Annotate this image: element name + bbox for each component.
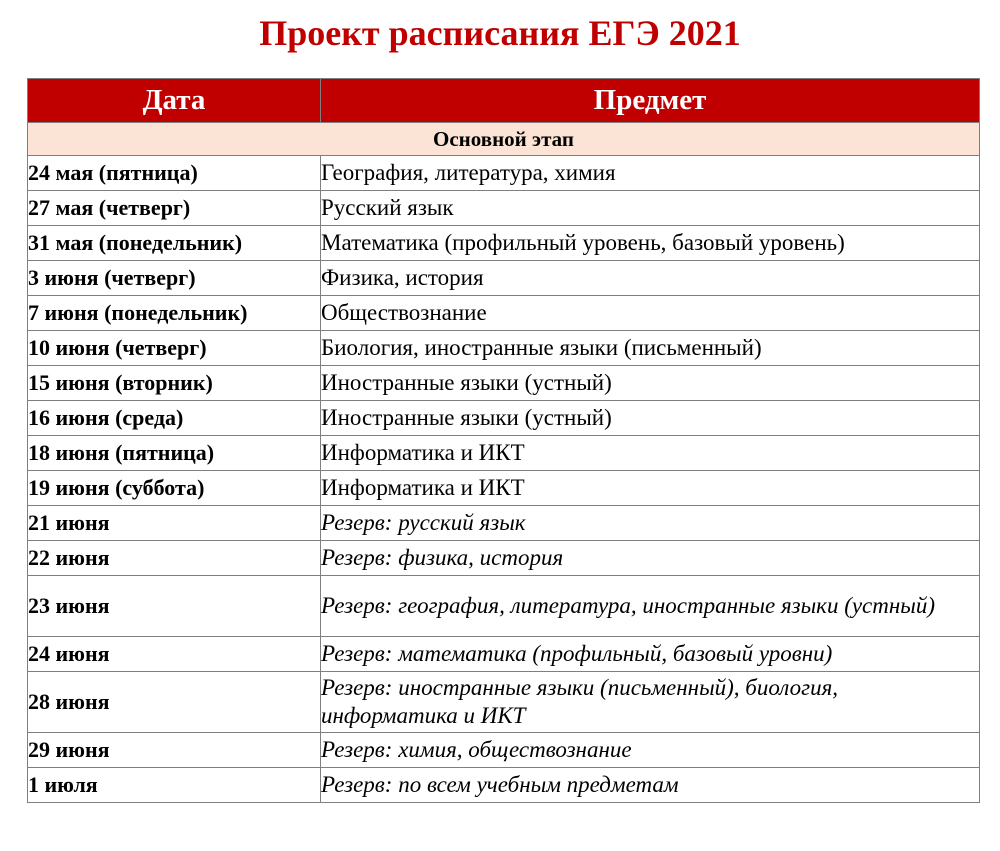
- table-row: [28, 296, 980, 331]
- subject-cell: Математика (профильный уровень, базовый уровень): [321, 226, 980, 261]
- subject-cell: Резерв: по всем учебным предметам: [321, 768, 980, 803]
- subject-cell: Обществознание: [321, 296, 980, 331]
- table-row: [28, 226, 980, 261]
- date-cell: 16 июня (среда): [28, 401, 321, 436]
- subject-cell: География, литература, химия: [321, 156, 980, 191]
- subject-column-header: Предмет: [321, 79, 980, 123]
- date-column-header: Дата: [28, 79, 321, 123]
- date-cell: 19 июня (суббота): [28, 471, 321, 506]
- date-cell: 18 июня (пятница): [28, 436, 321, 471]
- subject-cell: Резерв: химия, обществознание: [321, 733, 980, 768]
- table-row: [28, 331, 980, 366]
- date-cell: 10 июня (четверг): [28, 331, 321, 366]
- subject-cell: Биология, иностранные языки (письменный): [321, 331, 980, 366]
- table-row: [28, 768, 980, 803]
- date-cell: 7 июня (понедельник): [28, 296, 321, 331]
- table-row: [28, 401, 980, 436]
- table-row: [28, 436, 980, 471]
- table-row: [28, 506, 980, 541]
- subject-cell: Иностранные языки (устный): [321, 366, 980, 401]
- date-cell: 3 июня (четверг): [28, 261, 321, 296]
- stage-row: [28, 123, 980, 156]
- subject-cell: Резерв: физика, история: [321, 541, 980, 576]
- date-cell: 24 июня: [28, 637, 321, 672]
- table-row: [28, 471, 980, 506]
- subject-cell: Резерв: иностранные языки (письменный), биология, информатика и ИКТ: [321, 672, 980, 733]
- date-cell: 23 июня: [28, 576, 321, 637]
- table-row: [28, 637, 980, 672]
- table-row: [28, 156, 980, 191]
- subject-cell: Резерв: математика (профильный, базовый уровни): [321, 637, 980, 672]
- subject-cell: Русский язык: [321, 191, 980, 226]
- date-cell: 24 мая (пятница): [28, 156, 321, 191]
- date-cell: 21 июня: [28, 506, 321, 541]
- date-cell: 27 мая (четверг): [28, 191, 321, 226]
- table-row: [28, 733, 980, 768]
- table-row: [28, 576, 980, 637]
- subject-cell: Информатика и ИКТ: [321, 436, 980, 471]
- table-row: [28, 366, 980, 401]
- subject-cell: Резерв: география, литература, иностранные языки (устный): [321, 576, 980, 637]
- page-title: Проект расписания ЕГЭ 2021: [259, 13, 741, 53]
- date-cell: 31 мая (понедельник): [28, 226, 321, 261]
- date-cell: 22 июня: [28, 541, 321, 576]
- subject-cell: Информатика и ИКТ: [321, 471, 980, 506]
- subject-cell: Физика, история: [321, 261, 980, 296]
- date-cell: 1 июля: [28, 768, 321, 803]
- table-row: [28, 672, 980, 733]
- table-row: [28, 541, 980, 576]
- date-cell: 28 июня: [28, 672, 321, 733]
- stage-label: Основной этап: [28, 123, 980, 156]
- schedule-table: [27, 78, 980, 803]
- subject-cell: Резерв: русский язык: [321, 506, 980, 541]
- date-cell: 29 июня: [28, 733, 321, 768]
- table-row: [28, 191, 980, 226]
- header-row: [28, 79, 980, 123]
- subject-cell: Иностранные языки (устный): [321, 401, 980, 436]
- table-row: [28, 261, 980, 296]
- date-cell: 15 июня (вторник): [28, 366, 321, 401]
